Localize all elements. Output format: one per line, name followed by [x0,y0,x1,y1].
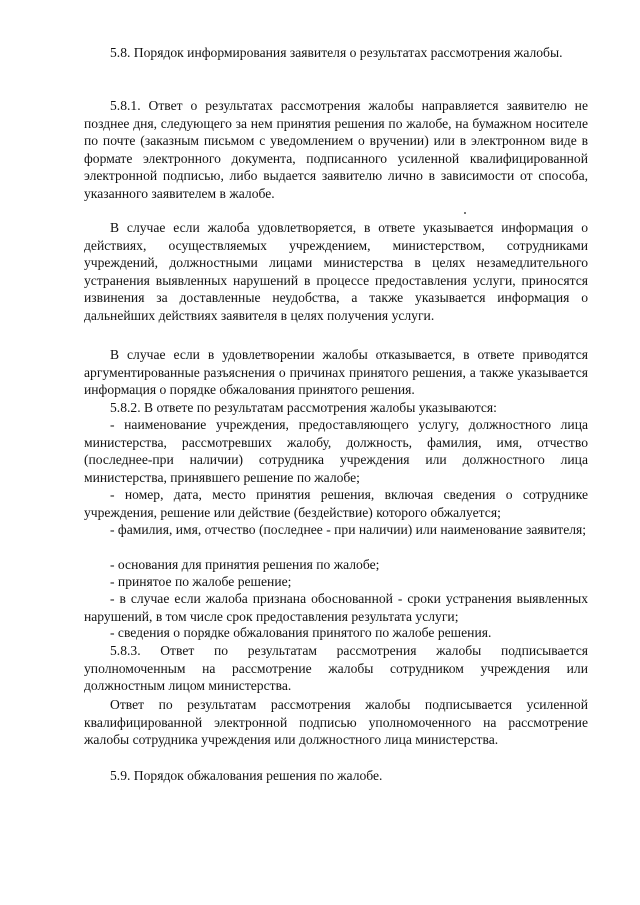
section-heading-5-9: 5.9. Порядок обжалования решения по жалобе. [110,768,383,783]
section-heading-5-8: 5.8. Порядок информирования заявителя о результатах рассмотрения жалобы. [110,45,563,60]
paragraph-complaint-rejected: В случае если в удовлетворении жалобы отказывается, в ответе приводятся аргументированные разъяснения о причинах принятого решения, а также указывается информация о порядке обжалования принятого решения. [84,347,588,398]
list-item-institution-name: - наименование учреждения, предоставляющего услугу, должностного лица министерства, рассмотревших жалобу, должность, фамилия, имя, отчество (последнее-при наличии) сотрудника учреждения или должностного лица министерства, принявшего решение по жалобе; [84,417,588,485]
list-item-elimination-terms: - в случае если жалоба признана обоснованной - сроки устранения выявленных нарушений, в том числе срок предоставления результата услуги; [84,591,588,624]
paragraph-signature: Ответ по результатам рассмотрения жалобы подписывается усиленной квалифицированной электронной подписью уполномоченного на рассмотрение жалобы сотрудника учреждения или должностного лица министерства. [84,697,588,748]
list-item-applicant-name: - фамилия, имя, отчество (последнее - при наличии) или наименование заявителя; [110,522,587,537]
list-item-decision-number: - номер, дата, место принятия решения, включая сведения о сотруднике учреждения, решение или действие (бездействие) которого обжалуется; [84,487,588,520]
paragraph-complaint-satisfied: В случае если жалоба удовлетворяется, в ответе указывается информация о действиях, осуществляемых учреждением, министерством, сотрудниками учреждений, должностными лицами министерства в целях незамедлительного устранения выявленных нарушений в процессе предоставления услуги, приносятся извинения за доставленные неудобства, а также указывается информация о дальнейших действиях заявителя в целях получения услуги. [84,220,588,323]
list-item-decision-taken: - принятое по жалобе решение; [110,574,292,589]
scan-speck [464,212,466,214]
paragraph-5-8-1: 5.8.1. Ответ о результатах рассмотрения жалобы направляется заявителю не позднее дня, следующего за нем принятия решения по жалобе, на бумажном носителе по почте (заказным письмом с уведомлением о вручении) или в электронном виде в формате электронного документа, подписанного усиленной квалифицированной электронной подписью, либо выдается заявителю лично в зависимости от способа, указанного заявителем в жалобе. [84,98,588,201]
paragraph-5-8-2: 5.8.2. В ответе по результатам рассмотрения жалобы указываются: [110,400,497,415]
list-item-decision-grounds: - основания для принятия решения по жалобе; [110,557,380,572]
list-item-appeal-procedure: - сведения о порядке обжалования принятого по жалобе решения. [110,625,492,640]
paragraph-5-8-3: 5.8.3. Ответ по результатам рассмотрения жалобы подписывается уполномоченным на рассмотрение жалобы сотрудником учреждения или должностным лицом министерства. [84,643,588,694]
